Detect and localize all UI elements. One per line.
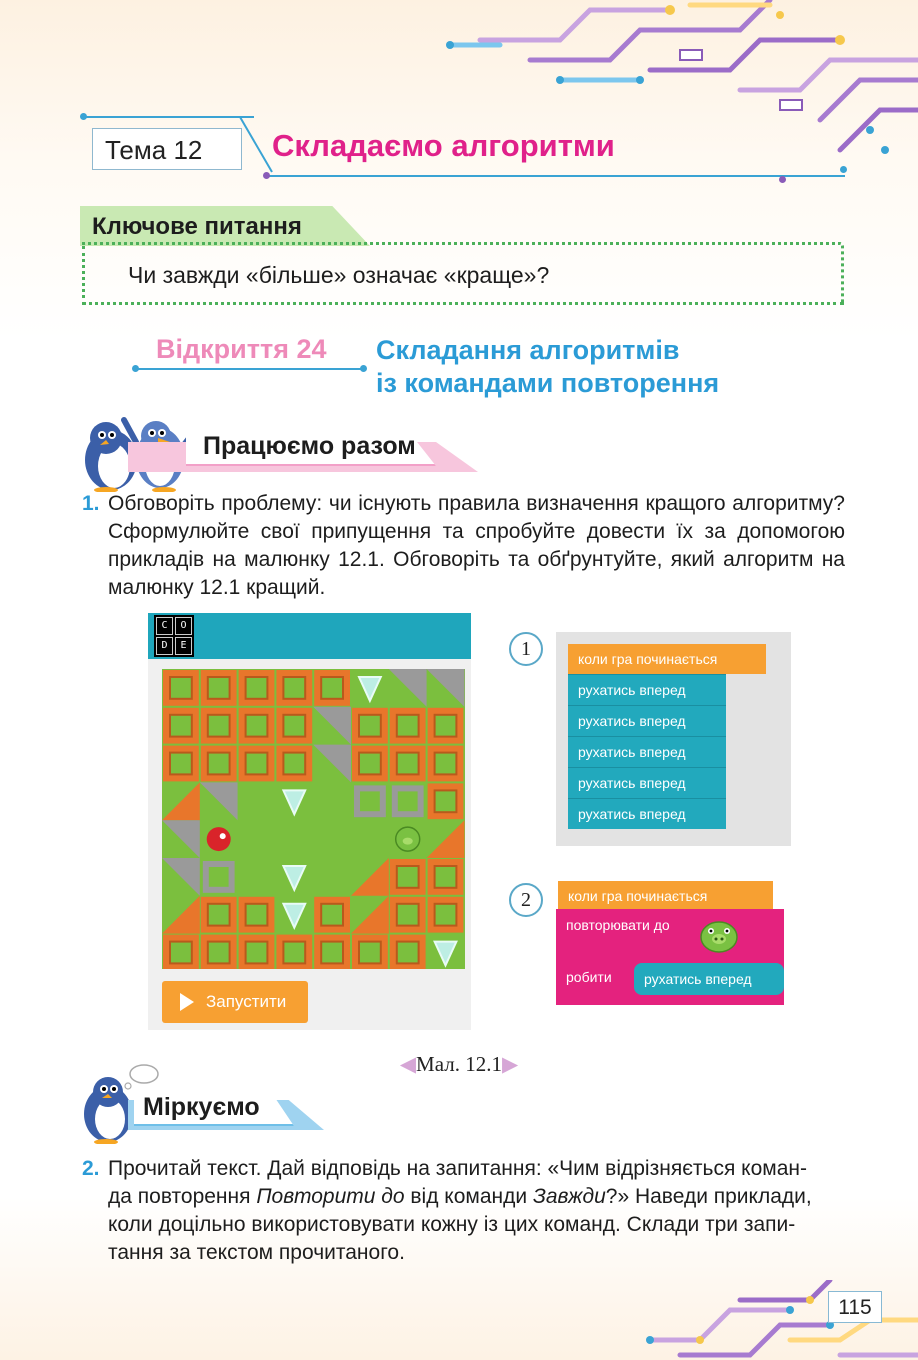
board-tile: [351, 858, 389, 896]
discovery-title: [376, 334, 719, 400]
key-question-label: Ключове питання: [92, 213, 302, 240]
task1-text: Обговоріть проблему: чи існують правила визначення кращого алгоритму? Сформулюйте свої припущення та спробуйте довести їх за допомогою прикладів на малюнку 12.1. Обговоріть та обґрунтуйте, який алгоритм на малюнку 12.1 кращий.: [108, 492, 845, 599]
board-tile: [359, 942, 381, 964]
board-tile: [313, 707, 351, 745]
discovery-number: Відкриття 24: [156, 334, 327, 364]
board-tile: [220, 833, 226, 839]
program2-start-block: коли гра починається: [558, 881, 773, 911]
topic-label: Тема 12: [92, 128, 242, 170]
board-tile: [162, 782, 200, 820]
discovery-title-line2: із командами повторення: [376, 368, 720, 398]
program1-move-block: рухатись вперед: [568, 767, 726, 798]
command-forever: Завжди: [532, 1185, 606, 1208]
program2-repeat-label: повторювати до: [566, 917, 670, 933]
run-button-label: Запустити: [206, 992, 287, 1011]
board-tile: [162, 858, 200, 896]
board-tile: [200, 782, 238, 820]
board-tile: [397, 866, 419, 888]
board-tile: [170, 942, 192, 964]
board-tile: [208, 753, 230, 775]
discovery-dot-right: [360, 365, 367, 372]
key-question-text: Чи завжди «більше» означає «краще»?: [128, 262, 550, 288]
board-tile: [359, 753, 381, 775]
board-tile: [435, 904, 457, 926]
board-tile: [435, 942, 457, 966]
game-header: [148, 613, 471, 659]
program1-marker: 1: [509, 632, 543, 666]
board-tile: [283, 904, 305, 928]
board-tile: [435, 715, 457, 737]
task2-line-part: ?» Наведи приклади,: [605, 1185, 812, 1208]
board-tile: [208, 904, 230, 926]
board-tile: [360, 791, 380, 811]
game-screenshot: [148, 613, 471, 1030]
task2-text: [108, 1155, 848, 1267]
board-tile: [170, 753, 192, 775]
board-tile: [398, 791, 418, 811]
board-tile: [397, 942, 419, 964]
work-together-label: Працюємо разом: [203, 432, 416, 460]
program2-repeat-block: [556, 909, 784, 1005]
discovery-line: [136, 368, 364, 370]
board-tile: [427, 669, 465, 707]
board-tile: [208, 715, 230, 737]
board-tile: [397, 715, 419, 737]
game-board: [162, 669, 465, 969]
board-tile: [170, 677, 192, 699]
program1-move-block: рухатись вперед: [568, 736, 726, 767]
board-tile: [359, 677, 381, 701]
run-button[interactable]: [162, 981, 308, 1023]
task2-line-part: да повторення: [108, 1185, 257, 1208]
program1-move-block: рухатись вперед: [568, 798, 726, 829]
board-tile: [246, 677, 268, 699]
task2-line-part: від команди: [404, 1185, 533, 1208]
board-tile: [313, 745, 351, 783]
code-logo-letter: O: [175, 617, 192, 635]
play-icon: [180, 993, 194, 1011]
board-tile: [208, 942, 230, 964]
discovery-title-line1: Складання алгоритмів: [376, 335, 680, 365]
program2-do-label: робити: [566, 969, 612, 985]
topic-title: Складаємо алгоритми: [272, 128, 615, 163]
header-dot-right: [840, 166, 847, 173]
board-tile: [397, 753, 419, 775]
board-tile: [321, 677, 343, 699]
caption-arrow-left-icon: ◀: [399, 1052, 417, 1076]
task2-line: [108, 1183, 848, 1211]
code-logo-letter: E: [175, 637, 192, 655]
program2-marker: 2: [509, 883, 543, 917]
program1-move-block: рухатись вперед: [568, 705, 726, 736]
board-tile: [397, 904, 419, 926]
task1-number: 1.: [82, 492, 100, 515]
board-tile: [283, 715, 305, 737]
board-tile: [283, 942, 305, 964]
board-tile: [246, 904, 268, 926]
board-tile: [207, 827, 231, 851]
code-logo-letter: C: [156, 617, 173, 635]
board-tile: [283, 677, 305, 699]
board-tile: [246, 715, 268, 737]
task2-line: Прочитай текст. Дай відповідь на запитання: «Чим відрізняється коман-: [108, 1157, 807, 1180]
discovery-dot: [132, 365, 139, 372]
board-tile: [321, 904, 343, 926]
key-question-box-left-edge: [82, 246, 88, 305]
board-tile: [246, 753, 268, 775]
board-tile: [351, 896, 389, 934]
task2-line: тання за текстом прочитаного.: [108, 1241, 405, 1264]
page-number: 115: [828, 1291, 882, 1323]
program1-start-block: коли гра починається: [568, 644, 766, 674]
board-tile: [403, 838, 413, 845]
board-tile: [427, 820, 465, 858]
board-tile: [321, 942, 343, 964]
board-tile: [170, 715, 192, 737]
task2-number: 2.: [82, 1157, 100, 1180]
board-tile: [162, 820, 200, 858]
board-tile: [389, 669, 427, 707]
board-tile: [283, 790, 305, 814]
caption-arrow-right-icon: ▶: [501, 1052, 519, 1076]
board-tile: [435, 790, 457, 812]
code-logo-letter: D: [156, 637, 173, 655]
board-tile: [283, 866, 305, 890]
header-dot-mid: [263, 172, 270, 179]
board-tile: [435, 753, 457, 775]
header-line-top: [84, 116, 254, 118]
program1-move-block: рухатись вперед: [568, 674, 726, 705]
program2-move-block: рухатись вперед: [634, 963, 784, 995]
board-tile: [435, 866, 457, 888]
pig-icon: [699, 919, 739, 953]
header-dot-right-a: [779, 176, 786, 183]
board-tile: [162, 896, 200, 934]
board-tile: [246, 942, 268, 964]
board-tile: [283, 753, 305, 775]
task2-line: коли доцільно використовувати кожну із цих команд. Склади три запи-: [108, 1213, 796, 1236]
board-tile: [209, 867, 229, 887]
board-tile: [359, 715, 381, 737]
code-logo: [154, 615, 194, 657]
figure-caption-text: Мал. 12.1: [416, 1052, 502, 1076]
board-tile: [208, 677, 230, 699]
header-line-bottom: [265, 175, 845, 177]
program1-blocks: [556, 632, 791, 846]
thinking-label: Міркуємо: [143, 1093, 260, 1121]
command-repeat-until: Повторити до: [256, 1185, 405, 1208]
